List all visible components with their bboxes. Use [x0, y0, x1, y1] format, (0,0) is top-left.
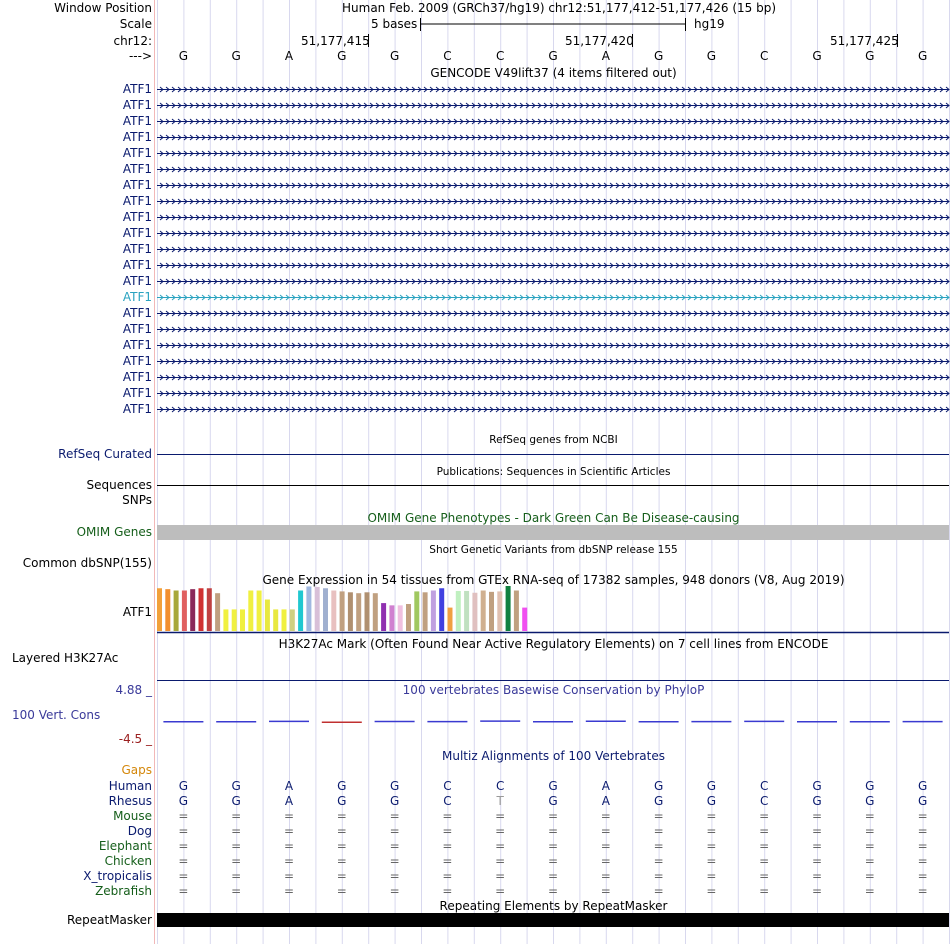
- refseq-track-title[interactable]: RefSeq genes from NCBI: [489, 434, 618, 446]
- coordinate-2: 51,177,420: [565, 34, 634, 48]
- multiz-aligned-base: =: [811, 824, 823, 838]
- multiz-track-title[interactable]: Multiz Alignments of 100 Vertebrates: [441, 749, 666, 763]
- multiz-aligned-base: =: [917, 854, 928, 868]
- gencode-transcript-label[interactable]: ATF1: [122, 290, 152, 304]
- multiz-aligned-base: =: [283, 824, 295, 838]
- refseq-track-label[interactable]: RefSeq Curated: [58, 447, 152, 461]
- gtex-tissue-bar: [290, 609, 295, 631]
- multiz-aligned-base: =: [389, 884, 400, 898]
- omim-phenotype-bar: [157, 525, 949, 540]
- multiz-aligned-base: =: [864, 839, 875, 853]
- sequence-base: A: [601, 49, 610, 63]
- multiz-aligned-base: =: [917, 839, 928, 853]
- gtex-tissue-bar: [373, 593, 378, 631]
- multiz-aligned-base: =: [600, 824, 611, 838]
- gtex-tissue-bar: [381, 603, 386, 631]
- gaps-label: Gaps: [121, 763, 152, 777]
- multiz-aligned-base: =: [864, 824, 875, 838]
- multiz-aligned-base: =: [917, 884, 928, 898]
- multiz-aligned-base: =: [917, 824, 928, 838]
- gtex-tissue-bar: [431, 591, 436, 632]
- gtex-tissue-bar: [199, 588, 204, 631]
- multiz-aligned-base: =: [442, 839, 453, 853]
- multiz-aligned-base: C: [495, 779, 505, 793]
- multiz-aligned-base: C: [759, 794, 769, 808]
- assembly-position[interactable]: Human Feb. 2009 (GRCh37/hg19) chr12:51,177,412-51,177,426 (15 bp): [342, 1, 777, 15]
- multiz-aligned-base: =: [653, 869, 664, 883]
- scale-label: Scale: [119, 17, 152, 31]
- multiz-species-label[interactable]: Chicken: [104, 854, 152, 868]
- multiz-aligned-base: =: [600, 809, 611, 823]
- multiz-aligned-base: G: [178, 794, 189, 808]
- multiz-species-label[interactable]: Human: [108, 779, 152, 793]
- sequence-base: G: [812, 49, 822, 63]
- gtex-tissue-bar: [157, 588, 162, 631]
- multiz-aligned-base: =: [336, 869, 347, 883]
- gencode-transcript-label[interactable]: ATF1: [122, 82, 152, 96]
- gencode-transcript-label[interactable]: ATF1: [122, 98, 152, 112]
- multiz-aligned-base: =: [864, 809, 875, 823]
- gtex-tissue-bar: [464, 591, 469, 631]
- gtex-tissue-bar: [348, 592, 353, 631]
- multiz-aligned-base: G: [337, 779, 347, 793]
- multiz-aligned-base: =: [811, 854, 823, 868]
- multiz-aligned-base: =: [917, 809, 928, 823]
- gtex-tissue-bar: [174, 591, 179, 632]
- multiz-aligned-base: =: [706, 869, 717, 883]
- multiz-aligned-base: =: [547, 884, 559, 898]
- multiz-aligned-base: G: [653, 779, 664, 793]
- multiz-species-label[interactable]: Rhesus: [108, 794, 152, 808]
- multiz-aligned-base: =: [231, 869, 242, 883]
- multiz-species-label[interactable]: Zebrafish: [95, 884, 152, 898]
- multiz-aligned-base: =: [389, 809, 400, 823]
- gencode-transcript-label[interactable]: ATF1: [122, 370, 152, 384]
- sequence-base: G: [917, 49, 928, 63]
- gtex-tissue-bar: [489, 592, 494, 631]
- multiz-aligned-base: G: [389, 779, 400, 793]
- multiz-aligned-base: =: [495, 839, 506, 853]
- gencode-track-title[interactable]: GENCODE V49lift37 (4 items filtered out): [430, 66, 677, 80]
- multiz-aligned-base: G: [548, 794, 558, 808]
- multiz-aligned-base: =: [442, 854, 453, 868]
- multiz-aligned-base: G: [231, 779, 241, 793]
- gencode-transcript-label[interactable]: ATF1: [122, 322, 152, 336]
- sequence-base: G: [548, 49, 558, 63]
- multiz-aligned-base: =: [231, 809, 242, 823]
- multiz-aligned-base: =: [864, 869, 875, 883]
- multiz-aligned-base: =: [178, 884, 189, 898]
- multiz-aligned-base: =: [336, 884, 347, 898]
- h3k27ac-track-label[interactable]: Layered H3K27Ac: [12, 651, 119, 665]
- sequence-base: C: [759, 49, 769, 63]
- multiz-aligned-base: =: [759, 809, 770, 823]
- gtex-tissue-bar: [506, 586, 511, 631]
- multiz-aligned-base: =: [547, 809, 559, 823]
- multiz-aligned-base: G: [389, 794, 400, 808]
- gtex-tissue-bar: [356, 593, 361, 631]
- multiz-aligned-base: =: [389, 839, 400, 853]
- multiz-aligned-base: =: [811, 839, 823, 853]
- gtex-tissue-bar: [315, 587, 320, 631]
- multiz-aligned-base: =: [600, 839, 611, 853]
- h3k27ac-track-title[interactable]: H3K27Ac Mark (Often Found Near Active Regulatory Elements) on 7 cell lines from ENCODE: [278, 637, 829, 651]
- multiz-aligned-base: =: [178, 824, 189, 838]
- gtex-tissue-bar: [497, 591, 502, 631]
- multiz-aligned-base: G: [231, 794, 241, 808]
- sequence-base: G: [337, 49, 347, 63]
- gencode-transcript-label[interactable]: ATF1: [122, 354, 152, 368]
- multiz-aligned-base: =: [442, 869, 453, 883]
- gencode-transcript-label[interactable]: ATF1: [122, 274, 152, 288]
- gtex-tissue-bar: [232, 609, 237, 631]
- multiz-species-label[interactable]: Elephant: [98, 839, 152, 853]
- multiz-aligned-base: =: [600, 854, 611, 868]
- multiz-aligned-base: =: [231, 824, 242, 838]
- gencode-transcript-label[interactable]: ATF1: [122, 146, 152, 160]
- multiz-species-label[interactable]: Mouse: [113, 809, 152, 823]
- multiz-aligned-base: =: [653, 884, 664, 898]
- gtex-tissue-bar: [257, 591, 262, 632]
- gtex-tissue-bar: [323, 588, 328, 631]
- publications-track-label[interactable]: Sequences: [86, 478, 152, 492]
- multiz-aligned-base: =: [495, 884, 506, 898]
- gencode-transcript-label[interactable]: ATF1: [122, 210, 152, 224]
- gencode-transcript-label[interactable]: ATF1: [122, 258, 152, 272]
- gtex-tissue-bar: [481, 591, 486, 632]
- gencode-transcript-label[interactable]: ATF1: [122, 114, 152, 128]
- multiz-aligned-base: =: [759, 839, 770, 853]
- gtex-tissue-bar: [223, 609, 228, 631]
- gtex-tissue-bar: [448, 608, 453, 631]
- multiz-aligned-base: =: [178, 869, 189, 883]
- omim-track-title[interactable]: OMIM Gene Phenotypes - Dark Green Can Be Disease-causing: [367, 511, 740, 525]
- sequence-base: G: [653, 49, 664, 63]
- multiz-aligned-base: =: [917, 869, 928, 883]
- multiz-aligned-base: =: [653, 824, 664, 838]
- coordinate-1: 51,177,415: [301, 34, 370, 48]
- chromosome-label: chr12:: [113, 34, 152, 48]
- multiz-aligned-base: =: [759, 884, 770, 898]
- multiz-aligned-base: =: [600, 884, 611, 898]
- multiz-aligned-base: =: [283, 839, 295, 853]
- multiz-aligned-base: A: [284, 779, 294, 793]
- multiz-aligned-base: G: [812, 779, 822, 793]
- multiz-aligned-base: G: [917, 779, 928, 793]
- gtex-tissue-bar: [282, 609, 287, 631]
- gtex-tissue-bar: [439, 588, 444, 631]
- multiz-aligned-base: =: [336, 809, 347, 823]
- coordinate-3: 51,177,425: [830, 34, 899, 48]
- multiz-aligned-base: =: [759, 854, 770, 868]
- gtex-tissue-bar: [215, 593, 220, 631]
- multiz-aligned-base: =: [495, 854, 506, 868]
- multiz-aligned-base: =: [389, 854, 400, 868]
- sequence-base: G: [865, 49, 875, 63]
- gtex-tissue-bar: [456, 591, 461, 631]
- multiz-aligned-base: =: [336, 854, 347, 868]
- conservation-min-label: -4.5 _: [118, 732, 152, 746]
- multiz-aligned-base: =: [706, 839, 717, 853]
- multiz-aligned-base: =: [706, 884, 717, 898]
- multiz-aligned-base: G: [706, 794, 717, 808]
- gtex-tissue-bar: [182, 591, 187, 632]
- gtex-tissue-bar: [248, 591, 253, 632]
- multiz-aligned-base: =: [706, 854, 717, 868]
- multiz-aligned-base: G: [865, 794, 875, 808]
- multiz-aligned-base: =: [336, 839, 347, 853]
- multiz-aligned-base: =: [283, 809, 295, 823]
- multiz-aligned-base: =: [653, 854, 664, 868]
- multiz-aligned-base: G: [865, 779, 875, 793]
- gencode-transcript-label[interactable]: ATF1: [122, 402, 152, 416]
- sequence-base: A: [284, 49, 294, 63]
- gtex-tissue-bar: [414, 591, 419, 631]
- gencode-transcript-label[interactable]: ATF1: [122, 162, 152, 176]
- gencode-transcript-label[interactable]: ATF1: [122, 306, 152, 320]
- multiz-aligned-base: =: [706, 824, 717, 838]
- multiz-aligned-base: =: [547, 854, 559, 868]
- multiz-aligned-base: =: [442, 884, 453, 898]
- sequence-base: G: [706, 49, 717, 63]
- multiz-aligned-base: T: [496, 794, 504, 808]
- multiz-aligned-base: =: [231, 854, 242, 868]
- sequence-base: G: [178, 49, 189, 63]
- multiz-aligned-base: =: [495, 824, 506, 838]
- sequence-base: G: [231, 49, 241, 63]
- sequence-base: G: [389, 49, 400, 63]
- multiz-species-label[interactable]: X_tropicalis: [83, 869, 152, 883]
- multiz-aligned-base: =: [178, 839, 189, 853]
- gtex-tissue-bar: [207, 588, 212, 631]
- multiz-aligned-base: =: [811, 869, 823, 883]
- gencode-transcript-label[interactable]: ATF1: [122, 194, 152, 208]
- multiz-aligned-base: G: [812, 794, 822, 808]
- sequence-base: C: [443, 49, 452, 63]
- assembly-tag: hg19: [694, 17, 725, 31]
- gtex-tissue-bar: [522, 608, 527, 631]
- snps-label: SNPs: [122, 493, 152, 507]
- multiz-aligned-base: G: [653, 794, 664, 808]
- strand-label: --->: [128, 49, 152, 63]
- publications-track-title[interactable]: Publications: Sequences in Scientific Articles: [436, 466, 671, 478]
- gtex-tissue-bar: [472, 593, 477, 631]
- multiz-aligned-base: =: [231, 884, 242, 898]
- gtex-track-title[interactable]: Gene Expression in 54 tissues from GTEx RNA-seq of 17382 samples, 948 donors (V8, Aug 2019): [262, 573, 845, 587]
- gencode-transcript-label[interactable]: ATF1: [122, 226, 152, 240]
- multiz-aligned-base: =: [389, 824, 400, 838]
- multiz-aligned-base: =: [495, 809, 506, 823]
- dbsnp-track-label[interactable]: Common dbSNP(155): [22, 556, 152, 570]
- multiz-species-label[interactable]: Dog: [127, 824, 152, 838]
- multiz-aligned-base: G: [917, 794, 928, 808]
- multiz-aligned-base: =: [653, 809, 664, 823]
- multiz-aligned-base: =: [547, 839, 559, 853]
- repeatmasker-track-title[interactable]: Repeating Elements by RepeatMasker: [439, 899, 668, 913]
- multiz-aligned-base: =: [759, 824, 770, 838]
- multiz-aligned-base: =: [653, 839, 664, 853]
- multiz-aligned-base: =: [811, 809, 823, 823]
- multiz-aligned-base: A: [284, 794, 294, 808]
- conservation-max-label: 4.88 _: [115, 683, 152, 697]
- multiz-aligned-base: =: [811, 884, 823, 898]
- multiz-aligned-base: =: [231, 839, 242, 853]
- multiz-aligned-base: G: [706, 779, 717, 793]
- multiz-aligned-base: G: [548, 779, 558, 793]
- gtex-tissue-bar: [273, 609, 278, 631]
- multiz-aligned-base: =: [336, 824, 347, 838]
- multiz-aligned-base: =: [178, 854, 189, 868]
- multiz-aligned-base: C: [443, 779, 452, 793]
- gtex-tissue-bar: [306, 586, 311, 631]
- multiz-aligned-base: =: [547, 824, 559, 838]
- gtex-tissue-bar: [190, 589, 195, 631]
- gtex-tissue-bar: [389, 605, 394, 631]
- multiz-aligned-base: =: [547, 869, 559, 883]
- multiz-aligned-base: =: [283, 884, 295, 898]
- gtex-tissue-bar: [340, 591, 345, 631]
- multiz-aligned-base: =: [389, 869, 400, 883]
- gtex-tissue-bar: [406, 604, 411, 631]
- gtex-tissue-bar: [265, 600, 270, 632]
- multiz-aligned-base: =: [495, 869, 506, 883]
- dbsnp-track-title[interactable]: Short Genetic Variants from dbSNP release 155: [429, 544, 678, 556]
- multiz-aligned-base: =: [178, 809, 189, 823]
- gencode-transcript-label[interactable]: ATF1: [122, 242, 152, 256]
- multiz-aligned-base: A: [601, 779, 610, 793]
- multiz-aligned-base: =: [442, 824, 453, 838]
- multiz-aligned-base: =: [442, 809, 453, 823]
- multiz-aligned-base: C: [759, 779, 769, 793]
- gencode-transcript-label[interactable]: ATF1: [122, 130, 152, 144]
- gtex-tissue-bar: [331, 591, 336, 632]
- multiz-aligned-base: =: [283, 869, 295, 883]
- conservation-track-label[interactable]: 100 Vert. Cons: [12, 708, 101, 722]
- scale-text: 5 bases: [371, 17, 418, 31]
- gtex-tissue-bar: [298, 591, 303, 632]
- multiz-aligned-base: =: [864, 884, 875, 898]
- multiz-aligned-base: =: [759, 869, 770, 883]
- multiz-aligned-base: G: [178, 779, 189, 793]
- gencode-transcript-label[interactable]: ATF1: [122, 386, 152, 400]
- multiz-aligned-base: A: [601, 794, 610, 808]
- conservation-track-title[interactable]: 100 vertebrates Basewise Conservation by PhyloP: [402, 683, 705, 697]
- multiz-aligned-base: C: [443, 794, 452, 808]
- gtex-tissue-bar: [165, 589, 170, 631]
- repeatmasker-bar: [157, 913, 949, 927]
- gtex-tissue-bar: [423, 592, 428, 631]
- gencode-transcript-label[interactable]: ATF1: [122, 338, 152, 352]
- gtex-tissue-bar: [240, 609, 245, 631]
- multiz-aligned-base: =: [600, 869, 611, 883]
- multiz-aligned-base: =: [706, 809, 717, 823]
- window-position-label: Window Position: [54, 1, 152, 15]
- gencode-transcript-label[interactable]: ATF1: [122, 178, 152, 192]
- omim-track-label[interactable]: OMIM Genes: [76, 525, 152, 539]
- gtex-tissue-bar: [398, 605, 403, 631]
- gtex-track-label[interactable]: ATF1: [122, 605, 152, 619]
- sequence-base: C: [495, 49, 505, 63]
- multiz-aligned-base: G: [337, 794, 347, 808]
- gtex-tissue-bar: [365, 592, 370, 631]
- repeatmasker-track-label[interactable]: RepeatMasker: [66, 913, 152, 927]
- gtex-tissue-bar: [514, 591, 519, 632]
- multiz-aligned-base: =: [864, 854, 875, 868]
- multiz-aligned-base: =: [283, 854, 295, 868]
